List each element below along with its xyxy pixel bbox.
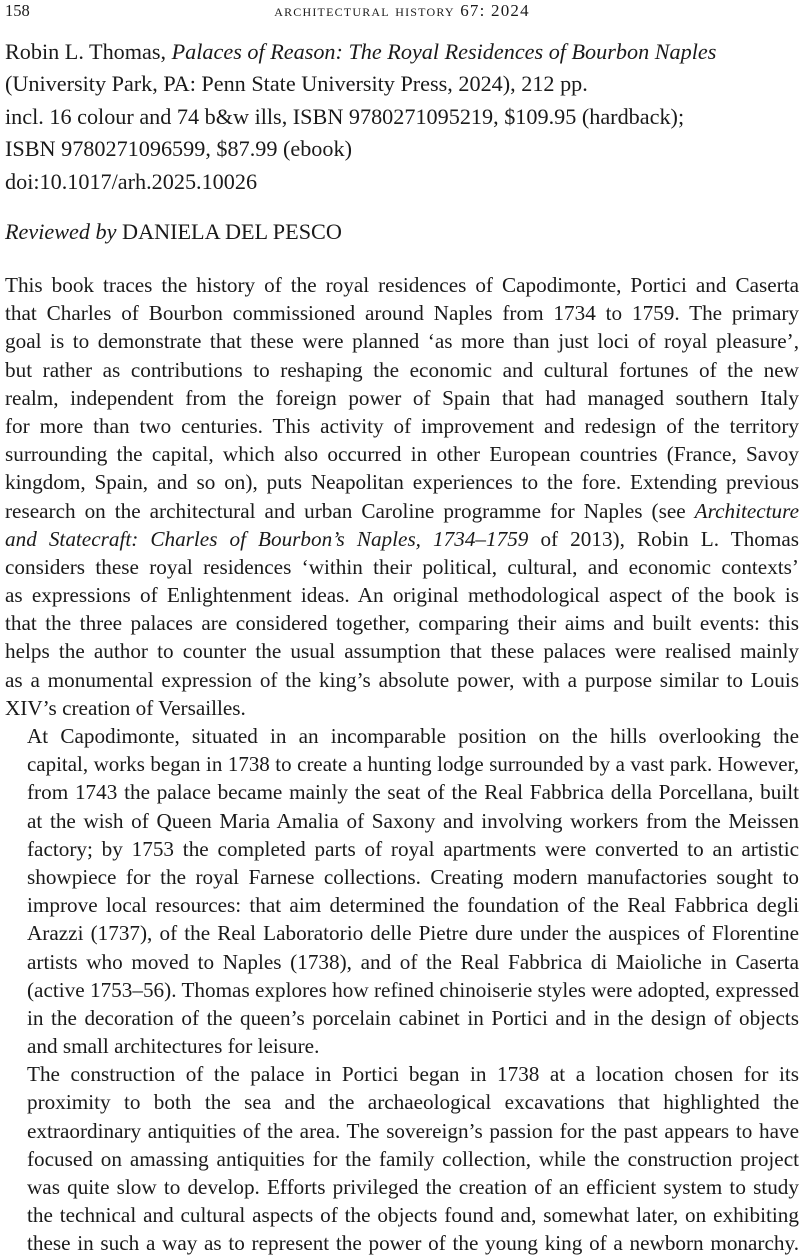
text-line: At Capodimonte, situated in an incomparable position on the hills overlooking the (27, 724, 799, 748)
text-line: factory; by 1753 the completed parts of royal apartments were converted to an artistic (27, 836, 799, 861)
page-number: 158 (5, 1, 30, 20)
text-line: these in such a way as to represent the power of the young king of a newborn monarchy. (27, 1231, 799, 1256)
cited-book-title: Architecture (694, 498, 799, 523)
text-line: The construction of the palace in Portici began in 1738 at a location chosen for its (27, 1062, 799, 1087)
citation-line-4: ISBN 9780271096599, $87.99 (ebook) (5, 136, 352, 162)
text-line: goal is to demonstrate that these were planned ‘as more than just loci of royal pleasure’, (5, 329, 799, 354)
book-citation (5, 36, 799, 198)
text-line: improve local resources: that aim determined the foundation of the Real Fabbrica degli (27, 893, 799, 918)
text-line: that the three palaces are considered together, comparing their aims and built events: this (5, 611, 799, 636)
text-segment: of 2013), Robin L. Thomas (528, 526, 799, 551)
paragraph-2 (5, 722, 799, 1060)
text-line: and small architectures for leisure. (27, 1034, 320, 1059)
citation-line-1 (5, 36, 799, 68)
text-line: This book traces the history of the royal residences of Capodimonte, Portici and Caserta (5, 273, 799, 297)
text-line: XIV’s creation of Versailles. (5, 695, 246, 720)
reviewer-name: DANIELA DEL PESCO (116, 219, 342, 244)
text-line: Arazzi (1737), of the Real Laboratorio delle Pietre dure under the auspices of Florentine (27, 921, 799, 946)
text-line: but rather as contributions to reshaping the economic and cultural fortunes of the new (5, 357, 799, 382)
text-line: in the decoration of the queen’s porcelain cabinet in Portici and in the design of objects (27, 1005, 799, 1030)
citation-doi: doi:10.1017/arh.2025.10026 (5, 168, 258, 194)
cited-book-title: and Statecraft: Charles of Bourbon’s Naples, 1734–1759 (5, 526, 529, 551)
text-line: proximity to both the sea and the archaeological excavations that highlighted the (27, 1090, 799, 1115)
paragraph-3 (5, 1060, 799, 1257)
text-line (5, 525, 799, 553)
reviewed-by-label: Reviewed by (5, 219, 117, 244)
journal-title: architectural history 67: 2024 (274, 1, 530, 20)
running-head (5, 0, 799, 22)
text-line: focused on amassing antiquities for the family collection, while the construction project (27, 1146, 799, 1171)
text-line: for more than two centuries. This activity of improvement and redesign of the territory (5, 413, 799, 438)
text-line: the technical and cultural aspects of the objects found and, somewhat later, on exhibiting (27, 1203, 799, 1228)
text-line: from 1743 the palace became mainly the seat of the Real Fabbrica della Porcellana, built (27, 780, 799, 805)
text-line: surrounding the capital, which also occurred in other European countries (France, Savoy (5, 442, 799, 467)
text-line: artists who moved to Naples (1738), and of the Real Fabbrica di Maioliche in Caserta (27, 949, 799, 974)
reviewer-byline (5, 216, 342, 248)
text-line: as expressions of Enlightenment ideas. An original methodological aspect of the book is (5, 583, 799, 608)
text-line: helps the author to counter the usual assumption that these palaces were realised mainly (5, 639, 799, 664)
book-author: Robin L. Thomas, (5, 39, 172, 64)
review-body (5, 271, 799, 1258)
paragraph-1 (5, 271, 799, 722)
text-line: considers these royal residences ‘within their political, cultural, and economic contexts’ (5, 554, 799, 579)
book-title: Palaces of Reason: The Royal Residences of Bourbon Naples (171, 39, 717, 64)
text-segment: research on the architectural and urban Caroline programme for Naples (see (5, 498, 695, 523)
text-line: extraordinary antiquities of the area. The sovereign’s passion for the past appears to have (27, 1118, 799, 1143)
text-line: showpiece for the royal Farnese collections. Creating modern manufactories sought to (27, 864, 799, 889)
text-line: realm, independent from the foreign power of Spain that had managed southern Italy (5, 385, 799, 410)
text-line: at the wish of Queen Maria Amalia of Saxony and involving workers from the Meissen (27, 808, 799, 833)
text-line: as a monumental expression of the king’s absolute power, with a purpose similar to Louis (5, 667, 799, 692)
text-line: kingdom, Spain, and so on), puts Neapolitan experiences to the fore. Extending previous (5, 470, 799, 495)
text-line: (active 1753–56). Thomas explores how refined chinoiserie styles were adopted, expressed (27, 977, 799, 1002)
text-line (5, 497, 799, 525)
citation-line-2: (University Park, PA: Penn State University Press, 2024), 212 pp. (5, 71, 588, 97)
text-line: that Charles of Bourbon commissioned around Naples from 1734 to 1759. The primary (5, 301, 799, 326)
text-line: was quite slow to develop. Efforts privileged the creation of an efficient system to study (27, 1175, 799, 1199)
citation-line-3: incl. 16 colour and 74 b&w ills, ISBN 9780271095219, $109.95 (hardback); (5, 103, 685, 129)
text-line: capital, works began in 1738 to create a hunting lodge surrounded by a vast park. However, (27, 752, 799, 777)
